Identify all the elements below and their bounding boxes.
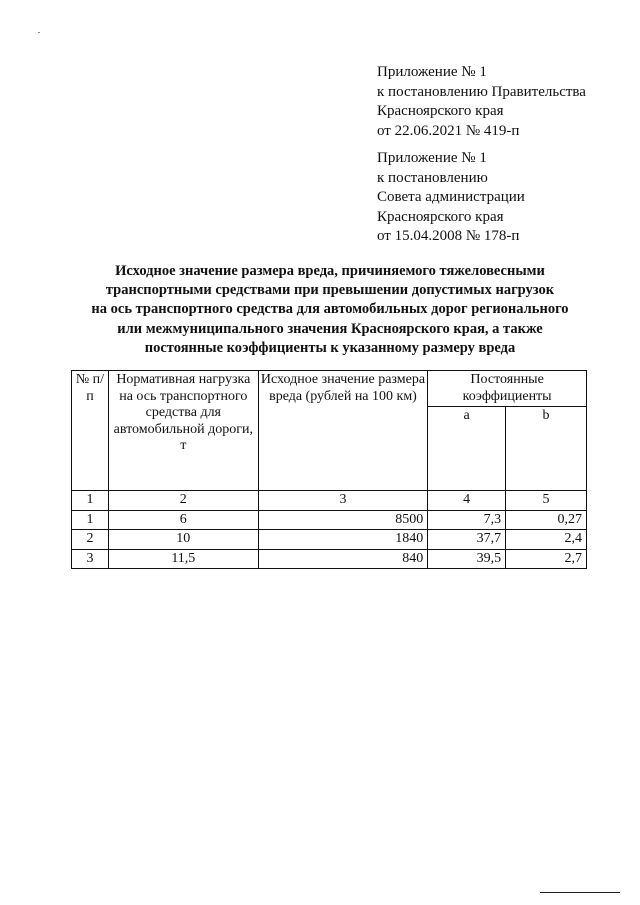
row-coef-a: 7,3 <box>428 510 506 530</box>
title-line: или межмуниципального значения Красноярского края, а также <box>117 320 543 337</box>
row-num: 2 <box>72 530 109 550</box>
appendix-current-reference <box>377 63 586 141</box>
row-coef-a: 37,7 <box>428 530 506 550</box>
header-coef-b: b <box>506 407 587 491</box>
row-coef-a: 39,5 <box>428 549 506 569</box>
appendix-line: Совета администрации <box>377 189 525 205</box>
index-cell: 5 <box>506 491 587 511</box>
appendix-line: Красноярского края <box>377 208 504 225</box>
scan-speck <box>38 32 40 33</box>
appendix-line: к постановлению <box>377 169 488 186</box>
row-harm: 840 <box>258 549 428 569</box>
appendix-line: Красноярского края <box>377 103 504 119</box>
row-coef-b: 2,4 <box>506 530 587 550</box>
appendix-line: Приложение № 1 <box>377 64 487 80</box>
header-coef-a: a <box>428 407 506 491</box>
row-num: 1 <box>72 510 109 530</box>
title-line: постоянные коэффициенты к указанному размеру вреда <box>144 339 516 356</box>
header-axle-load: Нормативная нагрузка на ось транспортного средства для автомобильной дороги, т <box>108 371 258 491</box>
appendix-line: к постановлению Правительства <box>377 83 586 100</box>
row-load: 6 <box>108 510 258 530</box>
row-num: 3 <box>72 549 109 569</box>
row-load: 11,5 <box>108 549 258 569</box>
row-harm: 8500 <box>258 510 428 530</box>
table-row <box>72 549 587 569</box>
title-line: на ось транспортного средства для автомобильных дорог регионального <box>91 301 569 318</box>
row-coef-b: 2,7 <box>506 549 587 569</box>
title-line: Исходное значение размера вреда, причиняемого тяжеловесными <box>115 263 545 279</box>
appendix-line: Приложение № 1 <box>377 150 487 166</box>
table-row <box>72 510 587 530</box>
index-cell: 1 <box>72 491 109 511</box>
row-coef-b: 0,27 <box>506 510 587 530</box>
harm-table <box>71 370 587 569</box>
header-harm-value: Исходное значение размера вреда (рублей на 100 км) <box>258 371 428 491</box>
row-load: 10 <box>108 530 258 550</box>
appendix-original-reference <box>377 149 525 247</box>
table-header-row <box>72 371 587 407</box>
document-title <box>60 262 600 358</box>
footer-rule <box>540 892 620 893</box>
header-coefficients: Постоянные коэффициенты <box>428 371 587 407</box>
appendix-line: от 22.06.2021 № 419-п <box>377 122 520 139</box>
table-row <box>72 530 587 550</box>
index-cell: 4 <box>428 491 506 511</box>
header-num: № п/п <box>72 371 109 491</box>
index-cell: 2 <box>108 491 258 511</box>
index-cell: 3 <box>258 491 428 511</box>
table-index-row <box>72 491 587 511</box>
title-line: транспортными средствами при превышении допустимых нагрузок <box>105 282 555 299</box>
row-harm: 1840 <box>258 530 428 550</box>
appendix-line: от 15.04.2008 № 178-п <box>377 228 520 244</box>
